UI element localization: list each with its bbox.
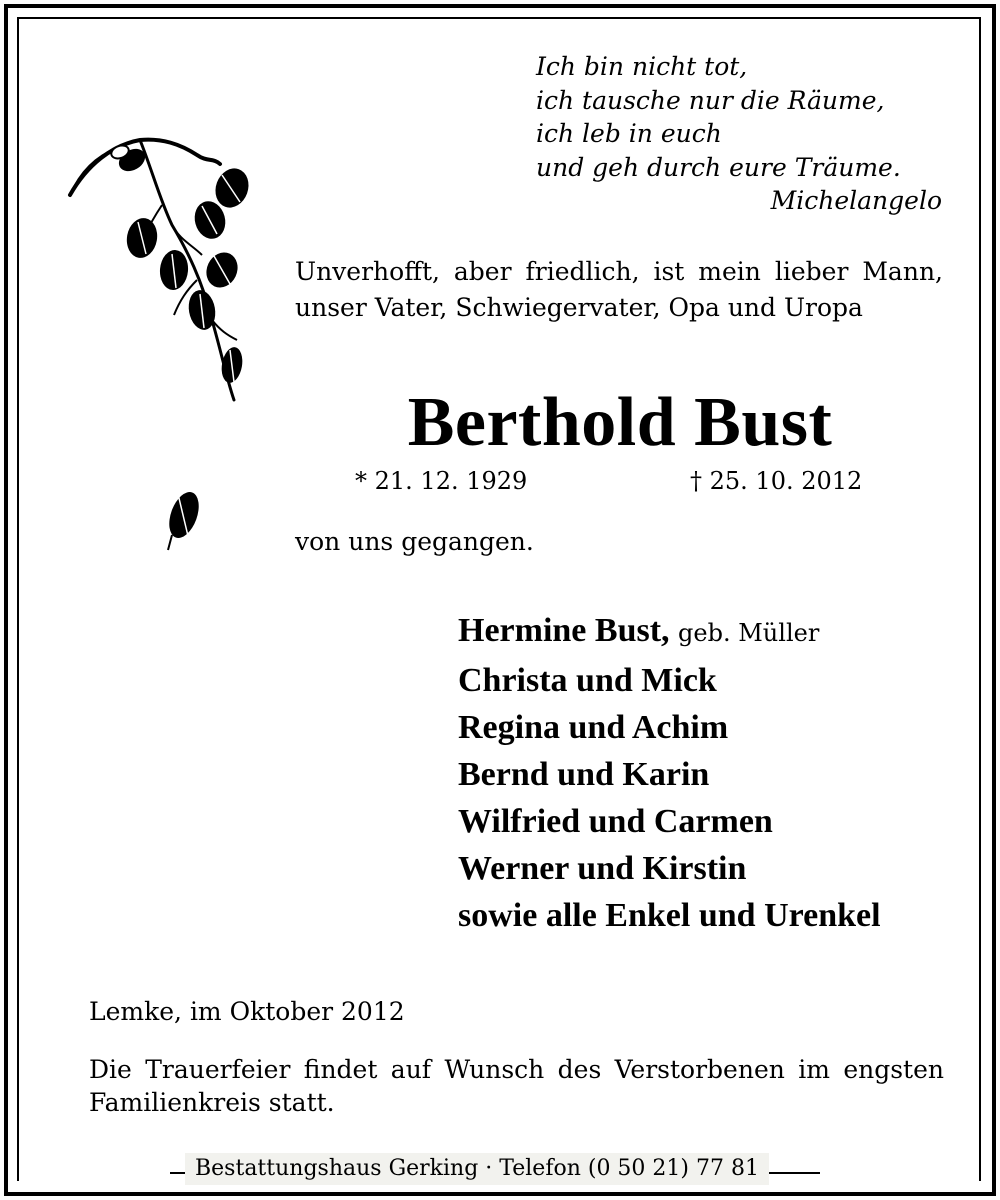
place-date: Lemke, im Oktober 2012 [89, 997, 405, 1026]
ceremony-text: Die Trauerfeier findet auf Wunsch des Verstorbenen im engsten Familienkreis statt. [89, 1055, 944, 1117]
spouse-maiden-name: geb. Müller [678, 619, 820, 647]
spouse-name: Hermine Bust, [458, 612, 670, 649]
poem-line: ich leb in euch [536, 119, 722, 148]
birth-date: * 21. 12. 1929 [355, 467, 528, 495]
mourner-row: Christa und Mick [458, 662, 717, 699]
poem-line: ich tausche nur die Räume, [536, 85, 885, 115]
poem [536, 50, 946, 218]
passed-text: von uns gegangen. [295, 527, 534, 556]
mourner-row: Bernd und Karin [458, 756, 710, 793]
death-date: † 25. 10. 2012 [690, 467, 863, 495]
birch-branch-icon [62, 130, 262, 560]
poem-author: Michelangelo [770, 186, 942, 215]
mourner-row: Regina und Achim [458, 709, 729, 746]
poem-line: Ich bin nicht tot, [536, 52, 748, 81]
poem-line: und geh durch eure Träume. [536, 152, 901, 182]
funeral-home-footer: Bestattungshaus Gerking · Telefon (0 50 21) 77 81 [185, 1153, 769, 1185]
mourners-list [458, 607, 958, 939]
mourner-row: sowie alle Enkel und Urenkel [458, 897, 881, 934]
intro-text: Unverhofft, aber friedlich, ist mein lieber Mann, unser Vater, Schwiegervater, Opa und Uropa [295, 257, 943, 322]
mourner-row: Wilfried und Carmen [458, 803, 773, 840]
deceased-name: Berthold Bust [407, 384, 833, 461]
mourner-row: Werner und Kirstin [458, 850, 747, 887]
mourner-spouse [458, 607, 958, 657]
